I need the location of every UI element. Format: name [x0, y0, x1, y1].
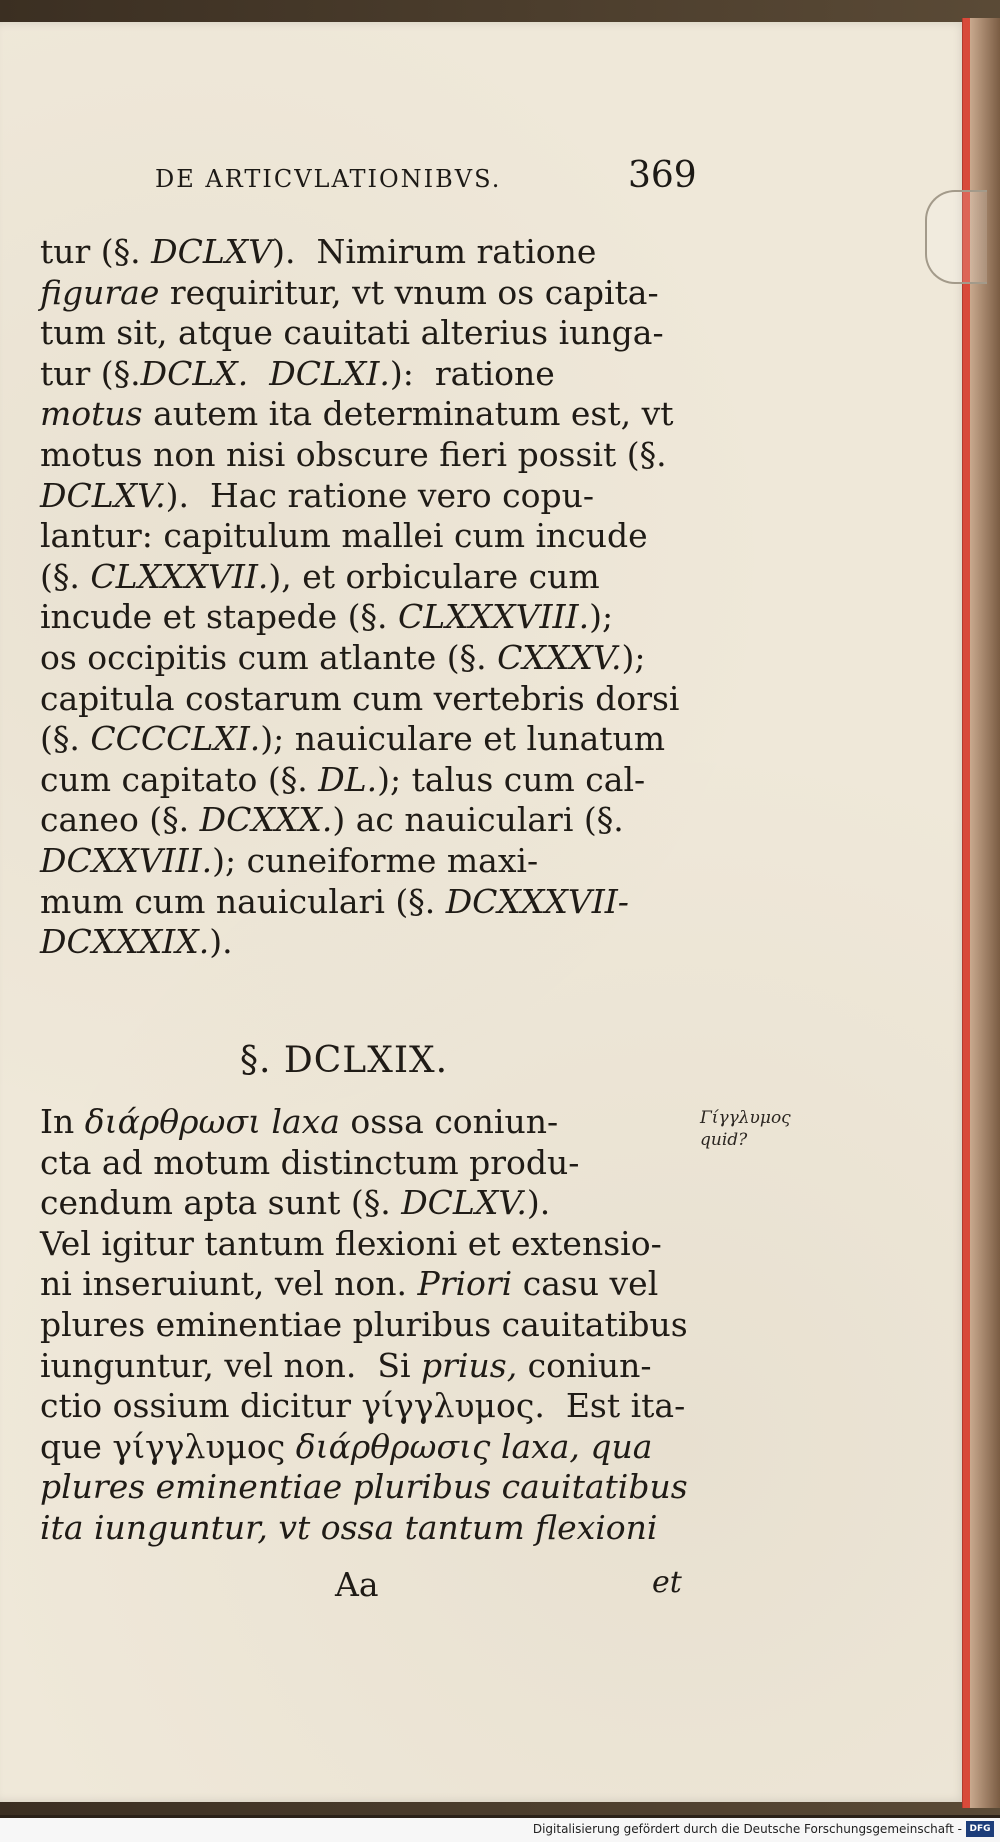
text-run: cendum apta sunt (§.	[40, 1183, 402, 1223]
text-line	[40, 1467, 690, 1508]
text-line-content	[40, 313, 664, 354]
text-line	[40, 597, 690, 638]
text-line-content	[40, 882, 629, 923]
text-run: (§.	[40, 719, 91, 759]
text-run: caneo (§.	[40, 800, 200, 840]
text-run: cum capitato (§.	[40, 759, 319, 799]
text-line	[40, 1427, 690, 1468]
italic-run: DL.	[318, 759, 378, 799]
italic-run: prius,	[421, 1345, 518, 1385]
text-line	[40, 638, 690, 679]
margin-note-line1: Γίγγλυμος	[700, 1108, 791, 1128]
text-line	[40, 516, 690, 557]
text-line	[40, 354, 690, 395]
text-run: casu vel	[512, 1264, 659, 1304]
text-run: ). Hac ratione vero copu-	[165, 475, 595, 515]
text-run: autem ita determinatum est, vt	[142, 394, 674, 434]
text-run: ).	[526, 1183, 551, 1223]
text-line-content	[40, 922, 233, 963]
text-line	[40, 1264, 690, 1305]
margin-note	[700, 1107, 791, 1151]
text-line	[40, 882, 690, 923]
text-run: ossa coniun-	[339, 1102, 559, 1141]
text-line	[40, 760, 690, 801]
text-run: iunguntur, vel non. Si	[40, 1345, 422, 1385]
text-line	[40, 313, 690, 354]
running-title: DE ARTICVLATIONIBVS.	[155, 165, 502, 193]
italic-run: motus	[40, 394, 143, 434]
italic-run: CLXXXVIII.	[398, 597, 590, 637]
signature-mark: Aa	[335, 1565, 379, 1604]
text-line	[40, 719, 690, 760]
text-run: tum sit, atque cauitati alterius iunga-	[40, 313, 664, 353]
italic-run: ita iunguntur, vt ossa tantum flexioni	[40, 1507, 658, 1547]
text-line	[40, 232, 690, 273]
italic-run: plures eminentiae pluribus cauitatibus	[40, 1467, 688, 1507]
book-fore-edge	[970, 18, 1000, 1808]
text-line-content	[40, 232, 596, 273]
text-run: capitula costarum cum vertebris dorsi	[40, 678, 680, 718]
dfg-logo: DFG	[966, 1821, 994, 1837]
text-run: tur (§.	[40, 232, 152, 271]
text-line-content	[40, 1386, 685, 1427]
text-run: ctio ossium dicitur γίγγλυμος. Est ita-	[40, 1386, 686, 1426]
text-line-content	[40, 1183, 550, 1224]
text-line	[40, 1386, 690, 1427]
text-run: );	[621, 637, 646, 677]
text-line-content	[40, 1305, 688, 1346]
text-run: lantur: capitulum mallei cum incude	[40, 516, 648, 556]
text-line-content	[40, 273, 659, 314]
text-line	[40, 1183, 690, 1224]
text-run: incude et stapede (§.	[40, 597, 398, 637]
page-number: 369	[628, 155, 697, 196]
italic-run: CLXXXVII.	[90, 556, 269, 596]
text-line-content	[40, 679, 680, 720]
text-run: que γίγγλυμος	[40, 1426, 296, 1466]
text-line-content	[40, 394, 673, 435]
text-line-content	[40, 1102, 558, 1143]
text-run: ). Nimirum ratione	[272, 232, 597, 271]
text-line-content	[40, 719, 665, 760]
text-line-content	[40, 1467, 688, 1508]
text-line	[40, 841, 690, 882]
section-title: §. DCLXIX.	[240, 1040, 449, 1081]
text-line	[40, 1224, 690, 1265]
text-line-content	[40, 516, 648, 557]
text-line	[40, 1346, 690, 1387]
text-run: (§.	[40, 556, 91, 596]
text-run: ); cuneiforme maxi-	[212, 840, 539, 880]
text-line	[40, 922, 690, 963]
text-line-content	[40, 476, 594, 517]
footer-credit: Digitalisierung gefördert durch die Deutsche Forschungsgemeinschaft -	[532, 1822, 962, 1836]
text-run: plures eminentiae pluribus cauitatibus	[40, 1304, 688, 1344]
text-line	[40, 435, 690, 476]
footer-bar	[0, 1818, 1000, 1842]
italic-run: DCXXXVII-	[445, 881, 629, 921]
text-line-content	[40, 435, 667, 476]
text-run: ): ratione	[389, 353, 555, 393]
paragraph-2	[40, 1102, 690, 1549]
text-line	[40, 394, 690, 435]
text-run: cta ad motum distinctum produ-	[40, 1142, 580, 1182]
margin-note-line2: quid?	[700, 1130, 748, 1150]
text-run: tur (§.	[40, 353, 141, 393]
catchword: et	[652, 1565, 682, 1600]
italic-run: διάρθρωσις laxa, qua	[295, 1426, 653, 1466]
text-run: os occipitis cum atlante (§.	[40, 637, 498, 677]
text-line-content	[40, 1224, 662, 1265]
italic-run: CXXXV.	[497, 637, 622, 677]
text-line-content	[40, 1427, 652, 1468]
text-line-content	[40, 800, 624, 841]
text-run: Vel igitur tantum flexioni et extensio-	[40, 1223, 662, 1263]
text-line-content	[40, 1346, 652, 1387]
text-line	[40, 679, 690, 720]
italic-run: Priori	[417, 1264, 513, 1304]
italic-run: figurae	[40, 272, 160, 312]
text-run: ni inseruiunt, vel non.	[40, 1264, 418, 1304]
text-run: ).	[209, 922, 233, 962]
text-line	[40, 1143, 690, 1184]
text-run: ), et orbiculare cum	[268, 556, 600, 596]
italic-run: DCLXV.	[401, 1183, 527, 1223]
text-line	[40, 476, 690, 517]
text-run: ); nauiculare et lunatum	[260, 719, 666, 759]
text-line-content	[40, 760, 645, 801]
text-run: motus non nisi obscure fieri possit (§.	[40, 434, 667, 474]
text-run: In	[40, 1102, 85, 1141]
text-run: mum cum nauiculari (§.	[40, 881, 446, 921]
text-line	[40, 1305, 690, 1346]
italic-run: διάρθρωσι laxa	[84, 1102, 340, 1141]
italic-run: DCLXV.	[40, 475, 166, 515]
text-run: ) ac nauiculari (§.	[332, 800, 624, 840]
text-line-content	[40, 638, 645, 679]
text-line-content	[40, 597, 613, 638]
text-run: coniun-	[517, 1345, 652, 1385]
italic-run: DCXXVIII.	[40, 840, 213, 880]
text-line	[40, 800, 690, 841]
text-line-content	[40, 1143, 579, 1184]
text-line-content	[40, 354, 555, 395]
italic-run: DCLXV	[151, 232, 273, 271]
text-line	[40, 1508, 690, 1549]
text-run: ); talus cum cal-	[377, 759, 646, 799]
italic-run: DCXXXIX.	[40, 922, 210, 962]
text-line	[40, 557, 690, 598]
paragraph-1	[40, 232, 690, 963]
italic-run: DCXXX.	[199, 800, 333, 840]
text-line-content	[40, 1264, 658, 1305]
text-line	[40, 273, 690, 314]
text-run: );	[589, 597, 614, 637]
italic-run: CCCCLXI.	[90, 719, 261, 759]
text-line-content	[40, 841, 538, 882]
page-tab-mark	[925, 190, 987, 284]
italic-run: DCLX. DCLXI.	[140, 353, 390, 393]
text-line	[40, 1102, 690, 1143]
text-run: requiritur, vt vnum os capita-	[159, 272, 659, 312]
text-line-content	[40, 1508, 657, 1549]
text-line-content	[40, 557, 600, 598]
